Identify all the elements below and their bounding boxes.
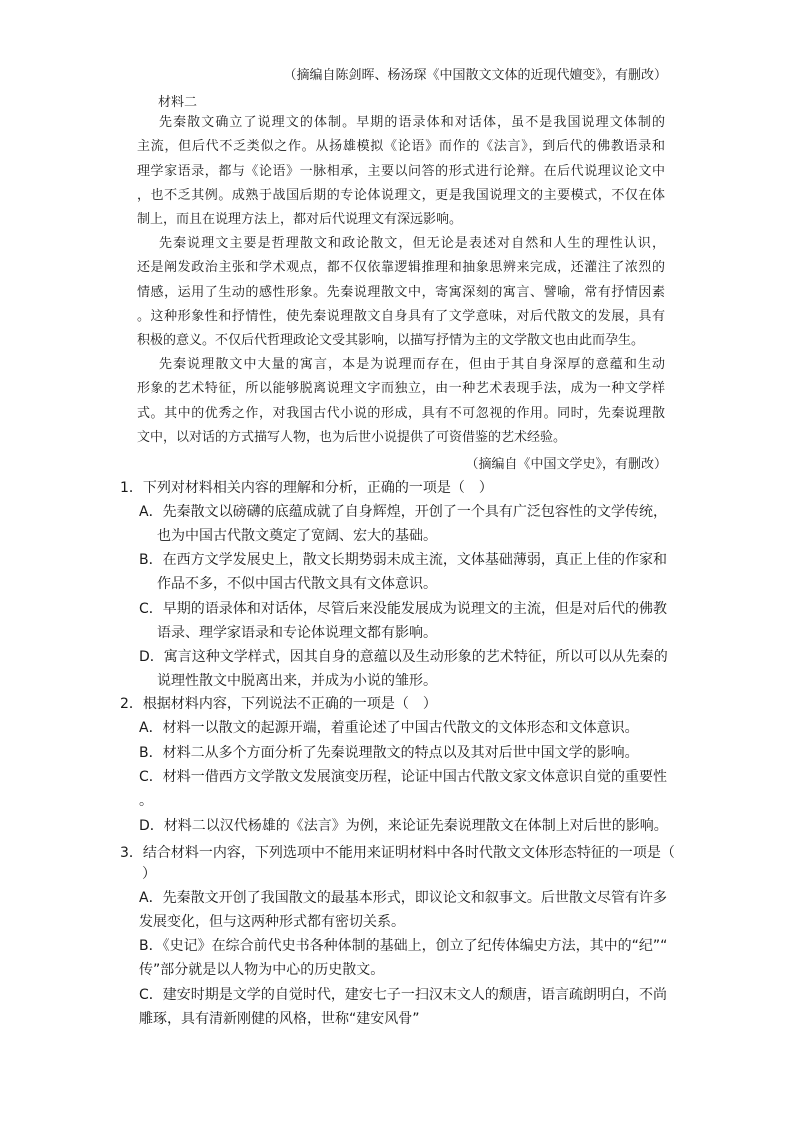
question-2-stem: 2．根据材料内容，下列说法不正确的一项是（ ） bbox=[120, 696, 437, 712]
paragraph-line: 制上，而且在说理方法上，都对后代说理文有深远影响。 bbox=[137, 212, 463, 228]
paragraph-line: 情感，运用了生动的感性形象。先秦说理散文中，寄寓深刻的寓言、譬喻，常有抒情因素 bbox=[137, 284, 665, 300]
option-line: 发展变化，但与这两种形式都有密切关系。 bbox=[139, 914, 405, 931]
option-line: 。 bbox=[139, 793, 153, 810]
question-2-option-d bbox=[139, 814, 667, 838]
question-3-option-b bbox=[139, 934, 667, 982]
option-line: 也为中国古代散文奠定了宽阔、宏大的基础。 bbox=[157, 528, 437, 545]
question-2-option-c bbox=[139, 765, 667, 813]
option-line: 雕琢，具有清新刚健的风格，世称“建安风骨” bbox=[139, 1011, 420, 1028]
option-line: A．先秦散文开创了我国散文的最基本形式，即议论文和叙事文。后世散文尽管有许多 bbox=[139, 890, 667, 906]
paragraph-line: 先秦说理文主要是哲理散文和政论散文，但无论是表述对自然和人生的理性认识， bbox=[159, 236, 665, 251]
material2-heading: 材料二 bbox=[158, 95, 198, 110]
option-line: 语录、理学家语录和专论体说理文都有影响。 bbox=[157, 625, 437, 642]
option-line: C．材料一借西方文学散文发展演变历程，论证中国古代散文家文体意识自觉的重要性 bbox=[139, 769, 667, 785]
paragraph-line: 。这种形象性和抒情性，使先秦说理散文自身具有了文学意味，对后代散文的发展，具有 bbox=[137, 308, 665, 324]
question-3-option-a bbox=[139, 886, 667, 934]
question-1-option-b bbox=[139, 548, 667, 596]
paragraph-line: 还是阐发政治主张和学术观点，都不仅依靠逻辑推理和抽象思辨来完成，还灌注了浓烈的 bbox=[137, 260, 665, 276]
paragraph-line: 主流，但后代不乏类似之作。从扬雄模拟《论语》而作的《法言》，到后代的佛教语录和 bbox=[137, 139, 665, 155]
option-line: C．早期的语录体和对话体，尽管后来没能发展成为说理文的主流，但是对后代的佛教 bbox=[139, 601, 667, 617]
option-line: B．《史记》在综合前代史书各种体制的基础上，创立了纪传体编史方法，其中的“纪”“ bbox=[139, 938, 668, 954]
paragraph-line: 式。其中的优秀之作，对我国古代小说的形成，具有不可忽视的作用。同时，先秦说理散 bbox=[137, 405, 665, 421]
option-line: 作品不多，不似中国古代散文具有文体意识。 bbox=[157, 576, 437, 593]
paragraph-line: ，也不乏其例。成熟于战国后期的专论体说理文，更是我国说理文的主要模式，不仅在体 bbox=[137, 187, 665, 203]
question-1-option-a bbox=[139, 500, 667, 548]
question-1-stem: 1．下列对材料相关内容的理解和分析，正确的一项是（ ） bbox=[120, 480, 493, 496]
option-line: D．材料二以汉代杨雄的《法言》为例，来论证先秦说理散文在体制上对后世的影响。 bbox=[139, 818, 668, 834]
question-3-option-c bbox=[139, 983, 667, 1031]
option-line: 传”部分就是以人物为中心的历史散文。 bbox=[139, 962, 385, 979]
material2-source: （摘编自《中国文学史》，有删改） bbox=[465, 457, 667, 472]
question-2-option-a bbox=[139, 716, 667, 740]
paragraph-line: 形象的艺术特征，所以能够脱离说理文字而独立，由一种艺术表现手法，成为一种文学样 bbox=[137, 381, 665, 397]
paragraph-line: 先秦散文确立了说理文的体制。早期的语录体和对话体，虽不是我国说理文体制的 bbox=[159, 115, 665, 130]
paragraph-line: 理学家语录，都与《论语》一脉相承，主要以问答的形式进行论辩。在后代说理议论文中 bbox=[137, 163, 665, 179]
option-line: B．在西方文学发展史上，散文长期势弱未成主流，文体基础薄弱，真正上佳的作家和 bbox=[139, 552, 667, 568]
paragraph-line: 文中，以对话的方式描写人物，也为后世小说提供了可资借鉴的艺术经验。 bbox=[137, 429, 567, 445]
question-2-option-b bbox=[139, 741, 667, 765]
question-3-stem-continued: ） bbox=[128, 866, 156, 882]
option-line: 说理性散文中脱离出来，并成为小说的雏形。 bbox=[157, 673, 437, 690]
option-line: A．材料一以散文的起源开端，着重论述了中国古代散文的文体形态和文体意识。 bbox=[139, 720, 639, 736]
option-line: A．先秦散文以磅礴的底蕴成就了自身辉煌，开创了一个具有广泛包容性的文学传统， bbox=[139, 504, 667, 520]
paragraph-line: 先秦说理散文中大量的寓言，本是为说理而存在，但由于其自身深厚的意蕴和生动 bbox=[159, 357, 665, 372]
material2-paragraph-1 bbox=[137, 111, 665, 232]
option-line: C．建安时期是文学的自觉时代，建安七子一扫汉末文人的颓唐，语言疏朗明白，不尚 bbox=[139, 987, 667, 1003]
question-3-stem: 3．结合材料一内容，下列选项中不能用来证明材料中各时代散文文体形态特征的一项是（ bbox=[120, 845, 675, 861]
option-line: B．材料二从多个方面分析了先秦说理散文的特点以及其对后世中国文学的影响。 bbox=[139, 745, 639, 761]
question-1-option-c bbox=[139, 597, 667, 645]
material2-paragraph-2 bbox=[137, 232, 665, 353]
question-1-option-d bbox=[139, 645, 667, 693]
material1-source: （摘编自陈剑晖、杨汤琛《中国散文文体的近现代嬗变》，有删改） bbox=[283, 68, 667, 83]
paragraph-line: 积极的意义。不仅后代哲理政论文受其影响，以描写抒情为主的文学散文也由此而孕生。 bbox=[137, 333, 645, 349]
option-line: D．寓言这种文学样式，因其自身的意蕴以及生动形象的艺术特征，所以可以从先秦的 bbox=[139, 649, 668, 665]
material2-paragraph-3 bbox=[137, 353, 665, 450]
